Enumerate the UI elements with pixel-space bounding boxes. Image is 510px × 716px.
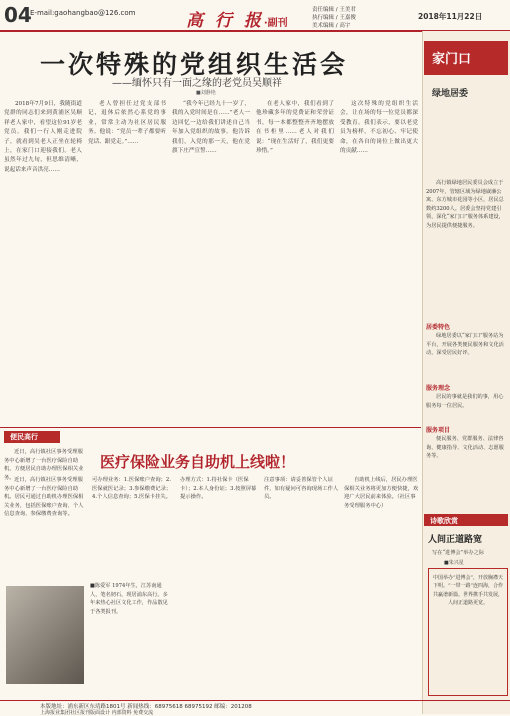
article-column: 近日，高行镇社区事务受理服务中心新增了一台医疗保险自助机。居民可通过自助机办理医保相关业务，包括医保账户查询、个人信息查询、参保缴费查询等。 xyxy=(4,477,84,518)
article-subtitle: ——缅怀只有一面之缘的老党员吴顺祥 xyxy=(112,78,282,89)
section-title: 居委特色 xyxy=(426,324,451,331)
section-title: 服务理念 xyxy=(426,385,451,392)
footer-note: 上海报业集团社区报刊版面设计 内部资料 免费交流 xyxy=(40,710,154,716)
section-text: 居民的事就是我们的事，用心服务每一位居民。 xyxy=(426,394,504,409)
logo-suffix: ·副刊 xyxy=(263,18,288,29)
article-column: 自助机上线后，居民办理医保相关业务将更加方便快捷，欢迎广大居民前来体验。（社区事务受理服务中心） xyxy=(344,477,419,509)
section-divider xyxy=(0,427,421,428)
article-title: 一次特殊的党组织生活会 xyxy=(40,50,349,79)
article-column xyxy=(172,100,250,426)
section-text: 绿地居委以“家门口”服务站为平台，开展各类便民服务和文化活动，深受居民好评。 xyxy=(426,333,504,357)
article-column: 办理方式：1.持社保卡（医保卡）；2.本人身份证；3.按照屏幕提示操作。 xyxy=(180,477,257,501)
section-title: 绿地居委 xyxy=(432,89,469,99)
staff-line: 美术编辑 / 高宇 xyxy=(312,23,351,29)
article-lead: 近日，高行镇社区事务受理服务中心新增了一台医疗保险自助机，方便居民自助办理医保相关业务。 xyxy=(4,449,84,481)
article-column: 可办理业务：1.医保账户查询；2.医保就医记录；3.参保缴费记录；4.个人信息查询；5.医保卡挂失。 xyxy=(92,477,172,501)
article-column xyxy=(4,100,82,426)
article-column xyxy=(88,100,166,426)
logo-text: 高 行 报 xyxy=(186,11,264,31)
masthead-logo xyxy=(186,6,288,31)
section-title: 服务项目 xyxy=(426,427,451,434)
poem-title: 人间正道路宽 xyxy=(428,535,483,545)
article-paragraph: 2018年7月9日，我随街道党群的同志们来到黄浦区吴顺祥老人家中，看望这位91岁老党员。我们一行人刚走进院子，就看到吴老人正坐在轮椅上，在家门口迎接我们。老人虽然年过九旬，但思维清晰，说起话来声音洪亮…… xyxy=(4,101,82,173)
article-paragraph: 在老人家中，我们看到了他珍藏多年的党费证和荣誉证书，每一本都整整齐齐地摆放在书柜里……老人对我们说：“现在生活好了，我们更要珍惜。” xyxy=(256,101,334,155)
footer-address: 本版地址：浦东新区东靖路1801号 新闻热线：68975618 68975192 邮编：201208 xyxy=(40,704,252,710)
email-address[interactable]: E-mail:gaohangbao@126.com xyxy=(30,9,136,17)
article-paragraph: 这次特殊的党组织生活会，让在场的每一位党员都深受教育。我们表示，要以老党员为榜样，不忘初心、牢记使命，在各自的岗位上做出更大的贡献…… xyxy=(340,101,418,155)
article-column xyxy=(256,100,334,426)
section-text: 高行镇绿地居民委员会成立于2007年，管辖区域为绿地崴廉公寓、东方城市花园等小区，居民总数约3200人。居委会坚持党建引领，深化“家门口”服务体系建设，为居民提供便捷服务。 xyxy=(426,180,504,229)
staff-credits xyxy=(312,6,356,30)
author-photo xyxy=(6,586,84,684)
article-paragraph: “我今年已经九十一岁了，我的入党时间是在……”老人一边回忆一边给我们讲述自己当年加入党组织的故事。他告诉我们，入党的那一天，他在党旗下庄严宣誓…… xyxy=(172,101,250,155)
poem-author: ■朱兴星 xyxy=(444,560,464,566)
article-byline: ■刘静艳 xyxy=(196,90,216,96)
issue-date: 2018年11月22日 xyxy=(418,12,483,21)
article-title: 医疗保险业务自助机上线啦！ xyxy=(100,453,296,471)
poem-subtitle: 写在“进博会”举办之际 xyxy=(432,550,484,556)
poem-text: 中国举办“进博会”，开放胸襟天下明。“一带一路”连四海，合作共赢谱新篇。世界携手共发展，人间正道路更宽。 xyxy=(432,575,504,606)
staff-line: 责任编辑 / 王美君 xyxy=(312,7,356,13)
poem-tag: 诗歌欣赏 xyxy=(430,517,458,525)
section-tag: 便民高行 xyxy=(10,433,38,441)
article-column xyxy=(340,100,418,426)
article-paragraph: 老人曾担任过党支部书记，退休后依然心系党的事业，常常主动为社区居民服务。他说：“党员一辈子都要听党话、跟党走。”…… xyxy=(88,101,166,145)
article-column: 注意事项：请妥善保管个人证件，如有疑问可咨询现场工作人员。 xyxy=(264,477,339,501)
staff-line: 执行编辑 / 王嘉俊 xyxy=(312,15,356,21)
banner-title: 家门口 xyxy=(432,52,472,67)
page-number: 04 xyxy=(4,3,32,27)
section-text: 便民服务、党群服务、法律咨询、健康指导、文化活动、志愿服务等。 xyxy=(426,436,504,460)
photo-caption: ■陈爱军 1974年生，江苏南通人，笔名韧石，现居浦东高行。多年来热心社区文化工作，作品散见于各类报刊。 xyxy=(90,583,168,615)
